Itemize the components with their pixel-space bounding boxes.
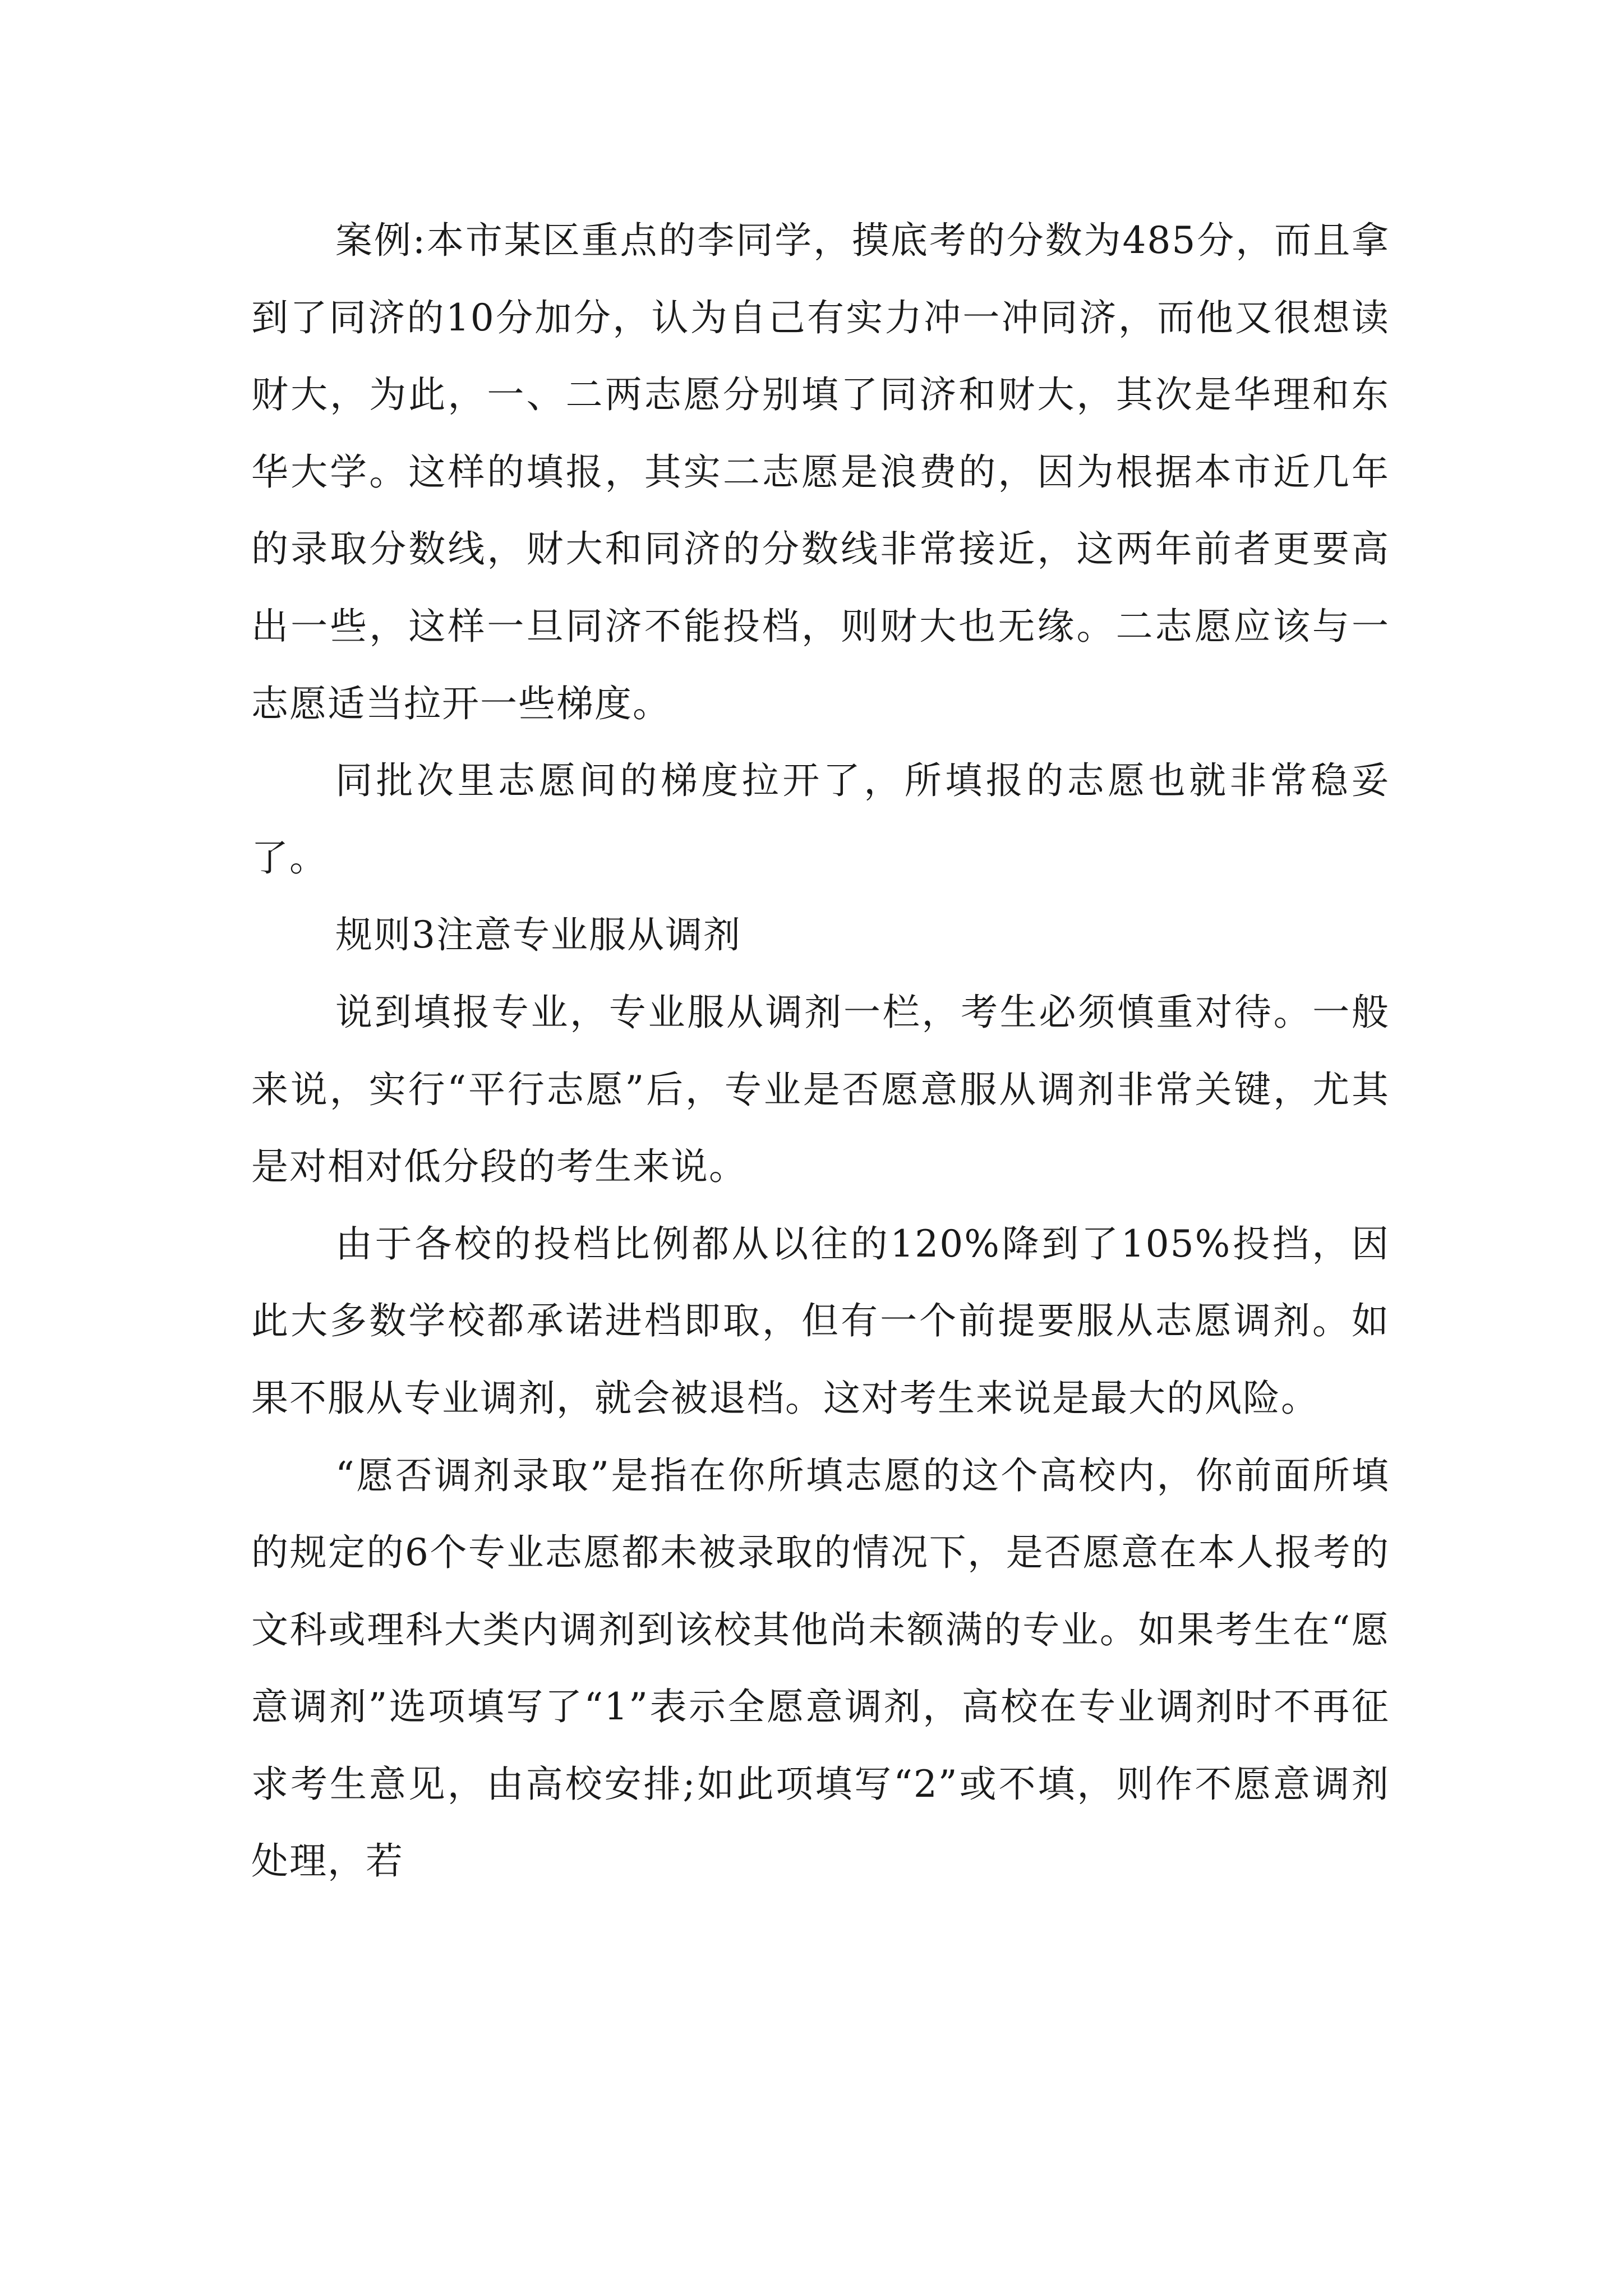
paragraph-admission-ratio: 由于各校的投档比例都从以往的120%降到了105%投挡，因此大多数学校都承诺进档即取，但有一个前提要服从志愿调剂。如果不服从专业调剂，就会被退档。这对考生来说是最大的风险。 — [251, 1222, 1390, 1420]
paragraph-adjustment-definition: “愿否调剂录取”是指在你所填志愿的这个高校内，你前面所填的规定的6个专业志愿都未被录取的情况下，是否愿意在本人报考的文科或理科大类内调剂到该校其他尚未额满的专业。如果考生在“愿意调剂”选项填写了“1”表示全愿意调剂，高校在专业调剂时不再征求考生意见，由高校安排;如此项填写“2”或不填，则作不愿意调剂处理，若 — [251, 1453, 1390, 1883]
paragraph-major-adjustment: 说到填报专业，专业服从调剂一栏，考生必须慎重对待。一般来说，实行“平行志愿”后，专业是否愿意服从调剂非常关键，尤其是对相对低分段的考生来说。 — [251, 990, 1390, 1189]
document-body — [251, 202, 1390, 1900]
paragraph-gradient-summary: 同批次里志愿间的梯度拉开了，所填报的志愿也就非常稳妥了。 — [251, 759, 1390, 880]
paragraph-rule-3-heading: 规则3注意专业服从调剂 — [335, 913, 741, 957]
paragraph-case-example: 案例:本市某区重点的李同学，摸底考的分数为485分，而且拿到了同济的10分加分，认为自己有实力冲一冲同济，而他又很想读财大，为此，一、二两志愿分别填了同济和财大，其次是华理和东华大学。这样的填报，其实二志愿是浪费的，因为根据本市近几年的录取分数线，财大和同济的分数线非常接近，这两年前者更要高出一些，这样一旦同济不能投档，则财大也无缘。二志愿应该与一志愿适当拉开一些梯度。 — [251, 219, 1390, 725]
